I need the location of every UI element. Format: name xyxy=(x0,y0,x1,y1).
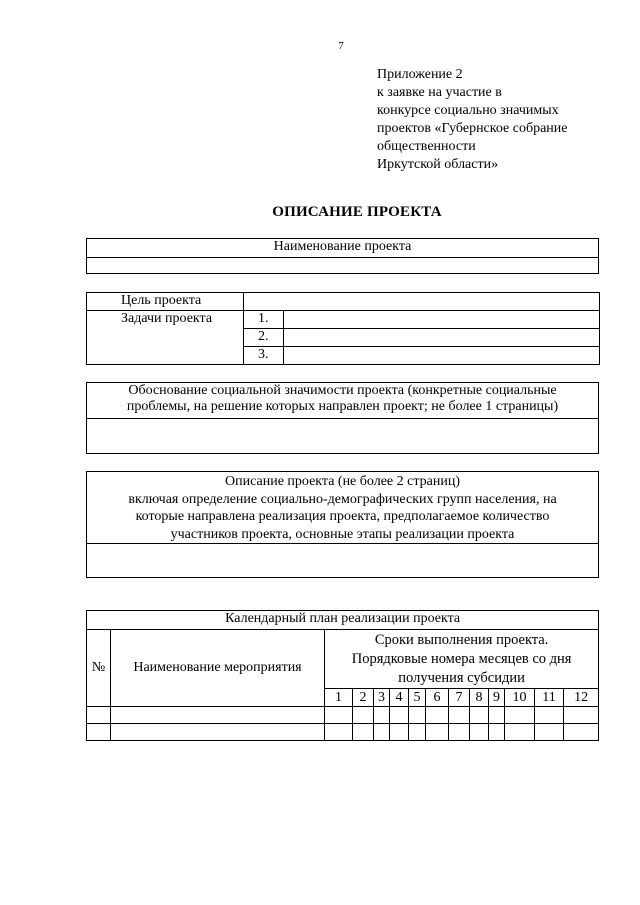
month-header: 3 xyxy=(374,689,390,707)
table-cell[interactable] xyxy=(390,707,409,724)
appendix-note xyxy=(377,66,568,174)
table-cell[interactable] xyxy=(409,724,426,741)
table-cell[interactable] xyxy=(325,707,353,724)
event-column-header: Наименование мероприятия xyxy=(111,630,325,707)
table-cell[interactable] xyxy=(489,724,505,741)
task-field[interactable] xyxy=(284,347,600,365)
project-description-field[interactable] xyxy=(87,544,599,578)
goal-label: Цель проекта xyxy=(87,293,244,311)
table-cell[interactable] xyxy=(409,707,426,724)
table-cell[interactable] xyxy=(353,724,374,741)
table-cell[interactable] xyxy=(535,724,564,741)
appendix-line: проектов «Губернское собрание xyxy=(377,121,568,136)
header-line: включая определение социально-демографических групп населения, на xyxy=(128,491,557,507)
table-cell[interactable] xyxy=(111,707,325,724)
social-significance-field[interactable] xyxy=(87,419,599,454)
month-header: 11 xyxy=(535,689,564,707)
month-header: 8 xyxy=(470,689,489,707)
month-header: 12 xyxy=(564,689,599,707)
table-cell[interactable] xyxy=(505,707,535,724)
goal-field[interactable] xyxy=(244,293,600,311)
table-cell[interactable] xyxy=(426,707,449,724)
project-name-field[interactable] xyxy=(87,258,599,274)
header-line: Порядковые номера месяцев со дня xyxy=(351,651,572,667)
goals-tasks-table xyxy=(86,292,600,365)
month-header: 10 xyxy=(505,689,535,707)
header-line: получения субсидии xyxy=(398,670,525,686)
task-field[interactable] xyxy=(284,329,600,347)
table-cell[interactable] xyxy=(564,707,599,724)
tasks-label: Задачи проекта xyxy=(87,311,244,365)
calendar-plan-table xyxy=(86,610,599,741)
table-cell[interactable] xyxy=(374,724,390,741)
month-header: 7 xyxy=(449,689,470,707)
table-cell[interactable] xyxy=(353,707,374,724)
table-cell[interactable] xyxy=(111,724,325,741)
task-number: 3. xyxy=(244,347,284,365)
header-line: Сроки выполнения проекта. xyxy=(374,632,549,648)
table-cell[interactable] xyxy=(449,707,470,724)
table-cell[interactable] xyxy=(470,724,489,741)
month-header: 5 xyxy=(409,689,426,707)
social-significance-header xyxy=(87,383,599,419)
task-field[interactable] xyxy=(284,311,600,329)
month-header: 4 xyxy=(390,689,409,707)
table-cell[interactable] xyxy=(489,707,505,724)
appendix-line: общественности xyxy=(377,139,476,154)
social-significance-table xyxy=(86,382,599,454)
project-description-table xyxy=(86,471,599,578)
table-cell[interactable] xyxy=(564,724,599,741)
task-number: 2. xyxy=(244,329,284,347)
project-description-header xyxy=(87,472,599,544)
table-cell[interactable] xyxy=(374,707,390,724)
header-line: Описание проекта (не более 2 страниц) xyxy=(225,474,460,489)
header-line: Обоснование социальной значимости проекта (конкретные социальные xyxy=(128,383,557,398)
header-line: участников проекта, основные этапы реализации проекта xyxy=(170,526,515,542)
project-name-table xyxy=(86,238,599,274)
month-header: 1 xyxy=(325,689,353,707)
month-header: 6 xyxy=(426,689,449,707)
appendix-line: Приложение 2 xyxy=(377,67,463,82)
project-name-header: Наименование проекта xyxy=(87,239,599,258)
appendix-line: Иркутской области» xyxy=(377,157,499,172)
table-cell[interactable] xyxy=(390,724,409,741)
table-cell[interactable] xyxy=(87,724,111,741)
table-cell[interactable] xyxy=(325,724,353,741)
month-header: 2 xyxy=(353,689,374,707)
table-cell[interactable] xyxy=(87,707,111,724)
table-cell[interactable] xyxy=(426,724,449,741)
table-row xyxy=(87,707,599,724)
task-number: 1. xyxy=(244,311,284,329)
header-line: которые направлена реализация проекта, предполагаемое количество xyxy=(135,509,550,524)
header-line: проблемы, на решение которых направлен проект; не более 1 страницы) xyxy=(126,399,559,414)
appendix-line: конкурсе социально значимых xyxy=(377,103,559,118)
number-column-header: № xyxy=(87,630,111,707)
month-header: 9 xyxy=(489,689,505,707)
table-row xyxy=(87,724,599,741)
calendar-title: Календарный план реализации проекта xyxy=(87,611,599,630)
table-cell[interactable] xyxy=(470,707,489,724)
table-cell[interactable] xyxy=(505,724,535,741)
appendix-line: к заявке на участие в xyxy=(377,85,502,100)
terms-column-header xyxy=(325,630,599,689)
page-number: 7 xyxy=(338,40,344,52)
document-title: ОПИСАНИЕ ПРОЕКТА xyxy=(272,204,442,220)
table-cell[interactable] xyxy=(535,707,564,724)
table-cell[interactable] xyxy=(449,724,470,741)
